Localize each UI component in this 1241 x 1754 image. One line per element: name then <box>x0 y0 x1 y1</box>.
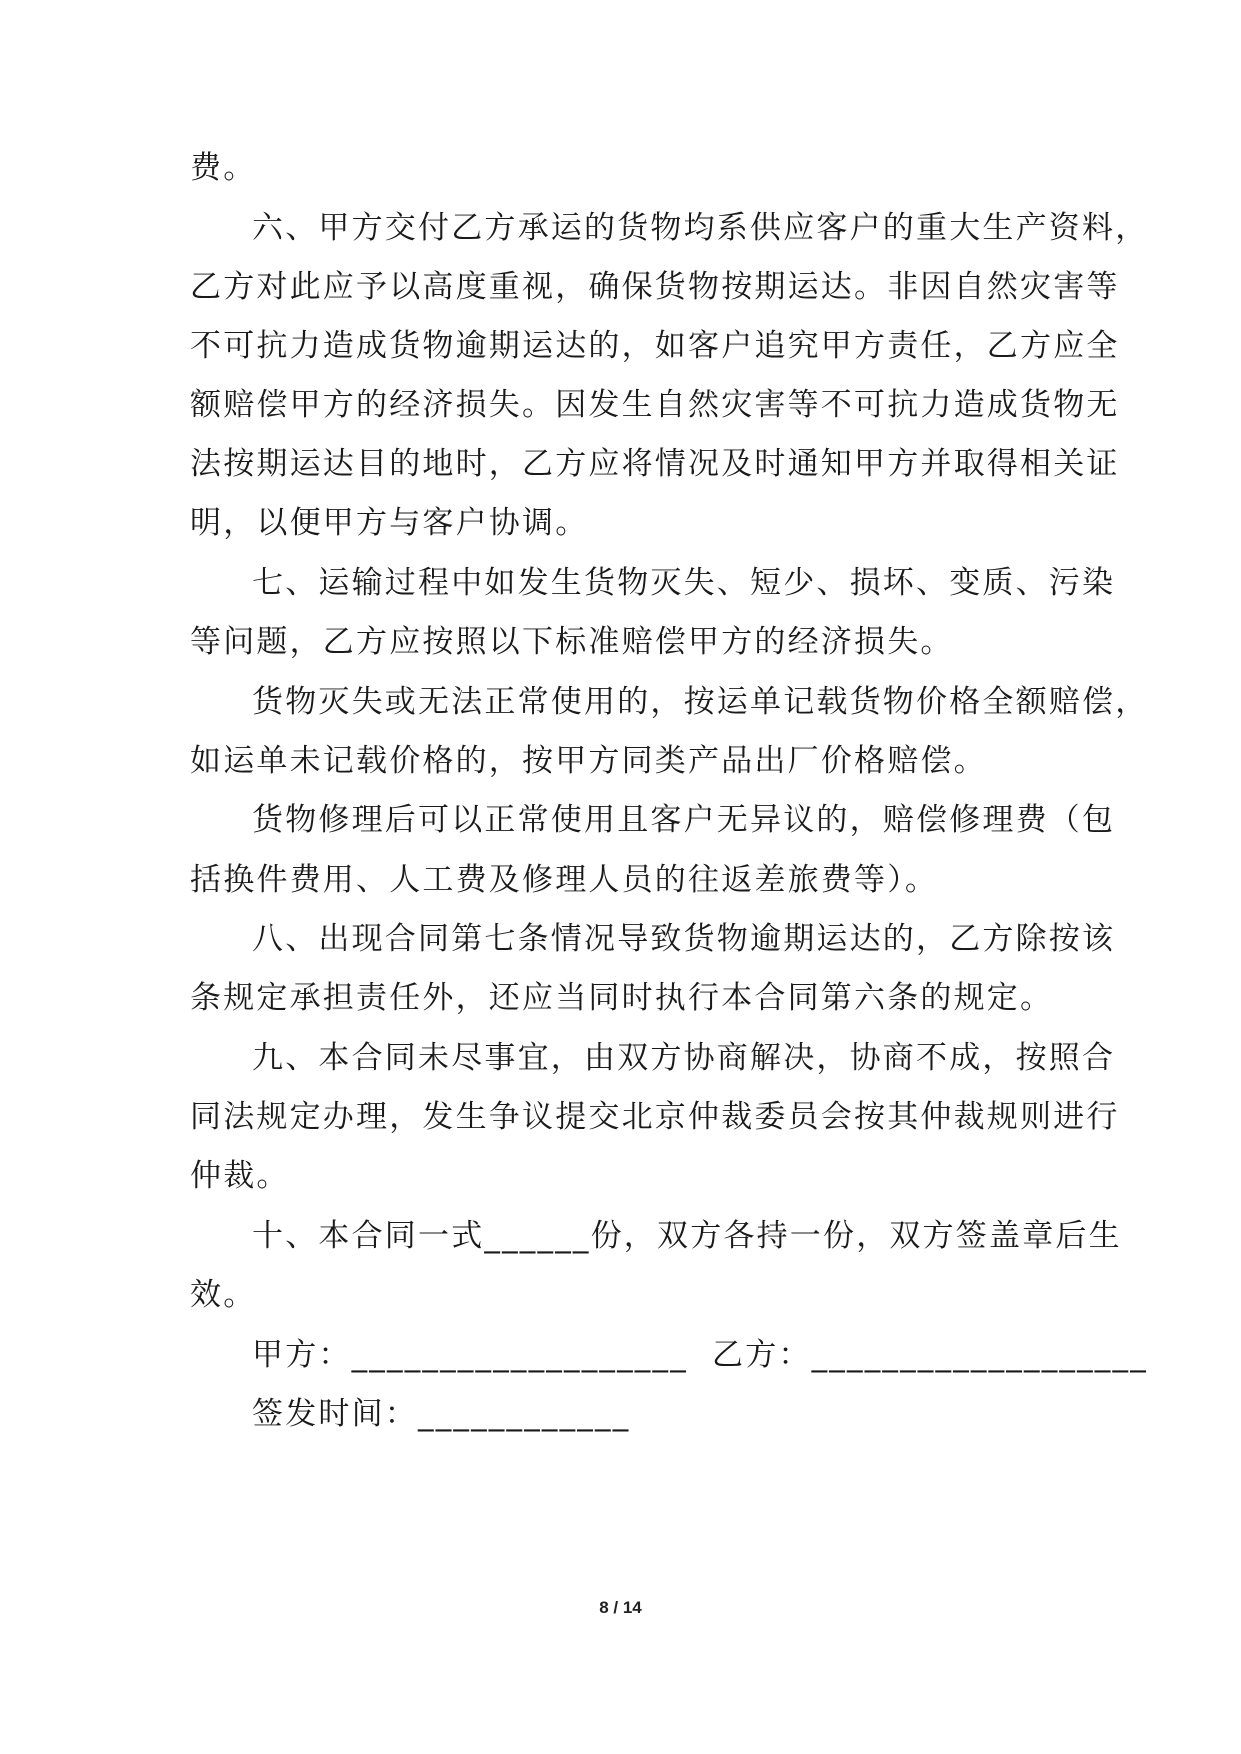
body-line: 明，以便甲方与客户协调。 <box>190 505 589 541</box>
body-line: 货物灭失或无法正常使用的，按运单记载货物价格全额赔偿， <box>252 684 1149 720</box>
clause-6-heading-line: 六、甲方交付乙方承运的货物均系供应客户的重大生产资料， <box>252 210 1149 246</box>
body-line: 同法规定办理，发生争议提交北京仲裁委员会按其仲裁规则进行 <box>190 1099 1120 1135</box>
clause-9-heading-line: 九、本合同未尽事宜，由双方协商解决，协商不成，按照合 <box>252 1040 1116 1076</box>
body-line: 括换件费用、人工费及修理人员的往返差旅费等）。 <box>190 862 939 898</box>
clause-8-heading-line: 八、出现合同第七条情况导致货物逾期运达的，乙方除按该 <box>252 921 1116 957</box>
body-line: 仲裁。 <box>190 1158 290 1194</box>
body-line: 不可抗力造成货物逾期运达的，如客户追究甲方责任，乙方应全 <box>190 328 1120 364</box>
body-line: 费。 <box>190 150 257 186</box>
clause-10-heading-line: 十、本合同一式______份，双方各持一份，双方签盖章后生 <box>252 1218 1122 1254</box>
body-line: 条规定承担责任外，还应当同时执行本合同第六条的规定。 <box>190 980 1054 1016</box>
body-line: 效。 <box>190 1277 257 1313</box>
body-line: 等问题，乙方应按照以下标准赔偿甲方的经济损失。 <box>190 624 954 660</box>
body-line: 额赔偿甲方的经济损失。因发生自然灾害等不可抗力造成货物无 <box>190 387 1120 423</box>
page-number: 8 / 14 <box>599 1598 642 1617</box>
signing-date-line: 签发时间：____________ <box>252 1396 631 1432</box>
body-line: 货物修理后可以正常使用且客户无异议的，赔偿修理费（包 <box>252 802 1116 838</box>
body-line: 如运单未记载价格的，按甲方同类产品出厂价格赔偿。 <box>190 743 987 779</box>
signature-parties-line: 甲方：___________________ 乙方：___________________ <box>252 1337 1148 1373</box>
body-line: 法按期运达目的地时，乙方应将情况及时通知甲方并取得相关证 <box>190 446 1120 482</box>
clause-7-heading-line: 七、运输过程中如发生货物灭失、短少、损坏、变质、污染 <box>252 565 1116 601</box>
body-line: 乙方对此应予以高度重视，确保货物按期运达。非因自然灾害等 <box>190 269 1120 305</box>
